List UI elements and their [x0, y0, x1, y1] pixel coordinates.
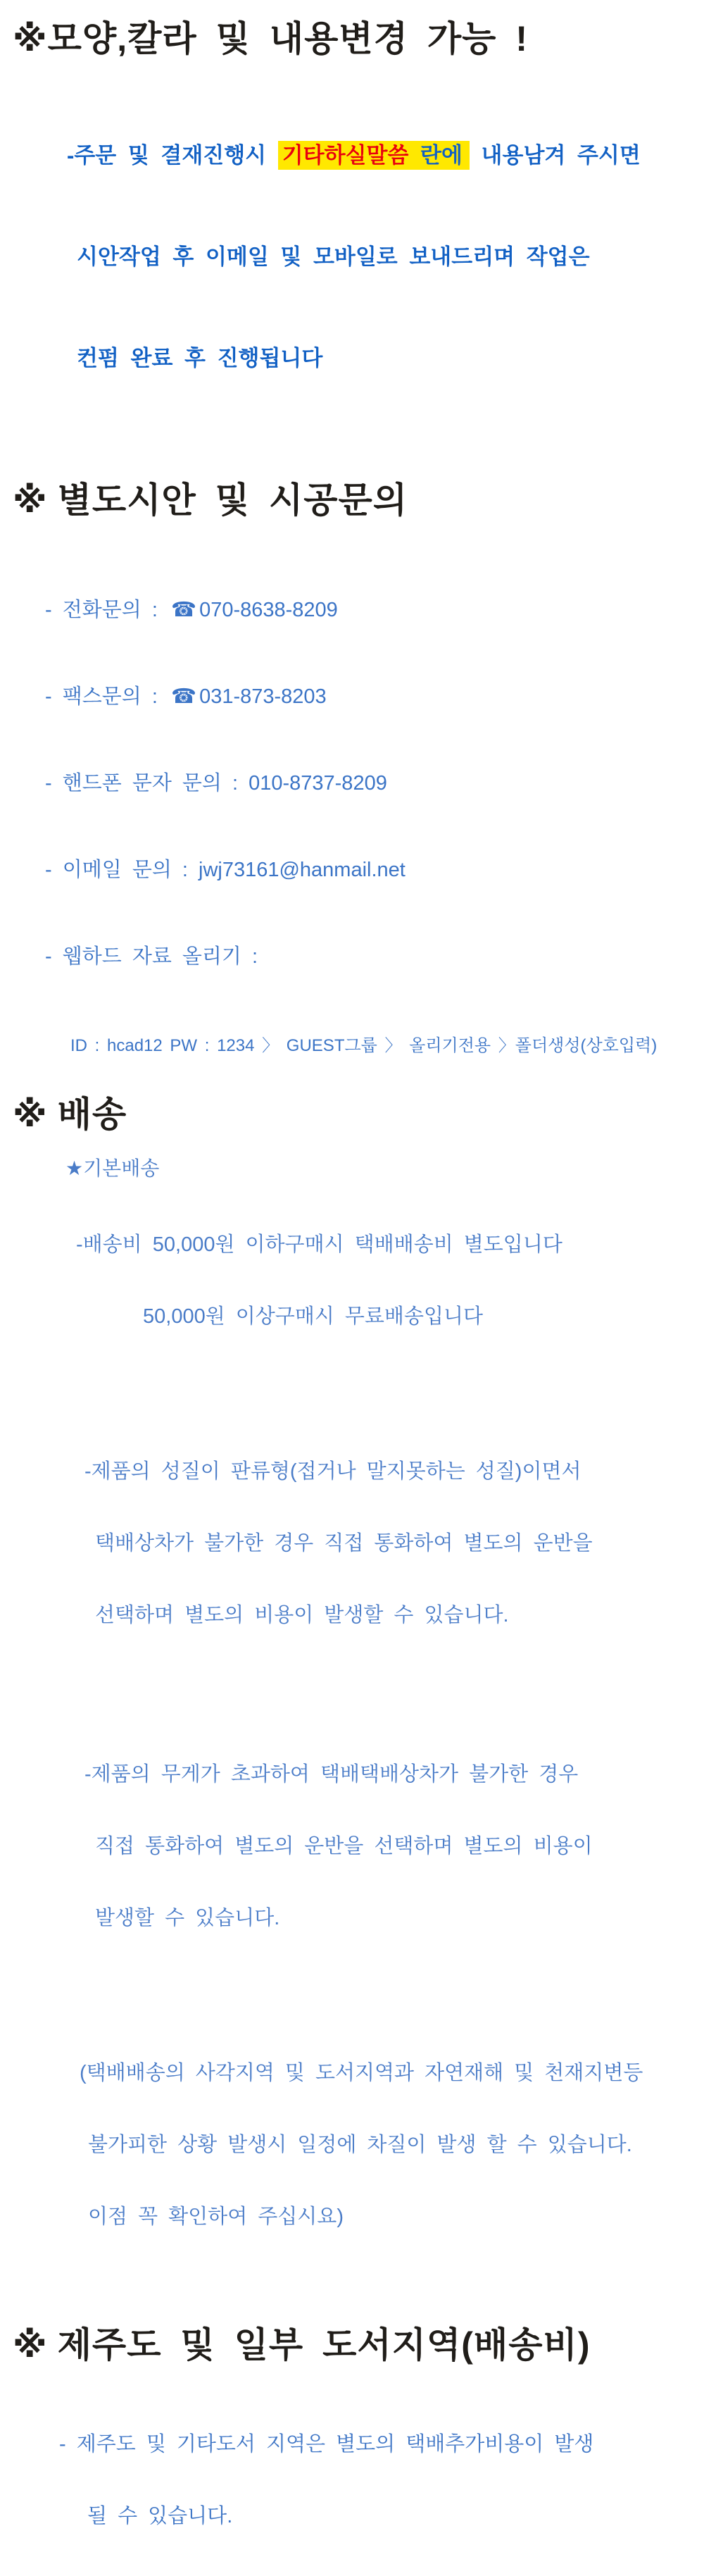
basic-shipping-label	[65, 1157, 704, 1181]
contact-email: - 이메일 문의 : jwj73161@hanmail.net	[45, 859, 406, 881]
overweight-line-2: 직접 통화하여 별도의 운반을 선택하며 별도의 비용이	[95, 1835, 593, 1858]
overweight-line-1: -제품의 무게가 초과하여 택배택배상차가 불가한 경우	[84, 1763, 579, 1786]
reference-mark-icon: ※	[13, 1095, 48, 1134]
delay-notice-line-2: 불가피한 상황 발생시 일정에 차질이 발생 할 수 있습니다.	[88, 2134, 632, 2156]
change-line-2: 시안작업 후 이메일 및 모바일로 보내드리며 작업은	[77, 244, 590, 269]
section-shipping	[0, 1095, 704, 2277]
flat-product-line-2: 택배상차가 불가한 경우 직접 통화하여 별도의 운반을	[95, 1532, 593, 1555]
section-change-title-text: 모양,칼라 및 내용변경 가능 !	[47, 19, 529, 58]
section-inquiry-title	[13, 481, 704, 520]
change-line-1	[67, 139, 704, 173]
delay-notice-line-3: 이점 꼭 확인하여 주십시요)	[88, 2205, 344, 2228]
overweight-line-3: 발생할 수 있습니다.	[95, 1907, 280, 1929]
contact-list	[45, 538, 704, 1029]
highlight-box	[278, 141, 470, 170]
star-icon: ★	[65, 1157, 84, 1179]
contact-fax-label: - 팩스문의 :	[45, 685, 168, 708]
reference-mark-icon: ※	[13, 2325, 48, 2365]
contact-fax	[45, 683, 704, 711]
section-shipping-title	[13, 1095, 704, 1134]
overweight-paragraph	[84, 1715, 704, 1978]
section-change-title	[13, 20, 704, 58]
webhard-credentials: ID : hcad12 PW : 1234 〉 GUEST그룹 〉 올리기전용 〉폴더생성(상호입력)	[70, 1036, 658, 1055]
highlight-red-text: 기타하실말씀	[282, 143, 409, 168]
phone-icon: ☎	[170, 685, 197, 708]
reference-mark-icon: ※	[13, 480, 48, 520]
shipping-fee-line-1: -배송비 50,000원 이하구매시 택배배송비 별도입니다	[76, 1233, 562, 1256]
flat-product-line-1: -제품의 성질이 판류형(접거나 말지못하는 성질)이면서	[84, 1460, 582, 1483]
highlight-blue-text: 란에	[408, 143, 463, 168]
section-jeju-title-text: 제주도 및 일부 도서지역(배송비)	[57, 2325, 591, 2365]
shipping-fee-line-2: 50,000원 이상구매시 무료배송입니다	[143, 1305, 483, 1328]
jeju-line-2: 될 수 있습니다.	[87, 2505, 233, 2527]
section-change-paragraph	[67, 71, 704, 443]
delay-notice-paragraph	[80, 2013, 704, 2277]
section-jeju	[0, 2326, 704, 2576]
contact-sms: - 핸드폰 문자 문의 : 010-8737-8209	[45, 772, 387, 795]
reference-mark-icon: ※	[13, 19, 48, 58]
contact-phone-label: - 전화문의 :	[45, 599, 168, 621]
change-line-3: 컨펌 완료 후 진행됩니다	[77, 346, 323, 371]
contact-webhard: - 웹하드 자료 올리기 :	[45, 945, 258, 968]
change-line1-post: 내용남겨 주시면	[469, 143, 641, 168]
shipping-fee-paragraph	[76, 1185, 704, 1376]
change-line1-pre: -주문 및 결재진행시	[67, 143, 278, 168]
flat-product-paragraph	[84, 1412, 704, 1675]
section-inquiry	[0, 481, 704, 1056]
section-shipping-title-text: 배송	[57, 1095, 127, 1134]
section-inquiry-title-text: 별도시안 및 시공문의	[57, 480, 408, 520]
contact-phone	[45, 596, 704, 625]
flat-product-line-3: 선택하며 별도의 비용이 발생할 수 있습니다.	[95, 1604, 509, 1626]
phone-icon: ☎	[170, 599, 197, 621]
jeju-paragraph	[59, 2384, 704, 2576]
contact-fax-number: 031-873-8203	[199, 685, 327, 708]
section-change	[0, 20, 704, 443]
delay-notice-line-1: (택배배송의 사각지역 및 도서지역과 자연재해 및 천재지변등	[80, 2062, 643, 2084]
section-jeju-title	[13, 2326, 704, 2365]
contact-phone-number: 070-8638-8209	[199, 599, 338, 621]
jeju-line-1: - 제주도 및 기타도서 지역은 별도의 택배추가비용이 발생	[59, 2433, 594, 2456]
basic-shipping-text: 기본배송	[83, 1157, 160, 1179]
